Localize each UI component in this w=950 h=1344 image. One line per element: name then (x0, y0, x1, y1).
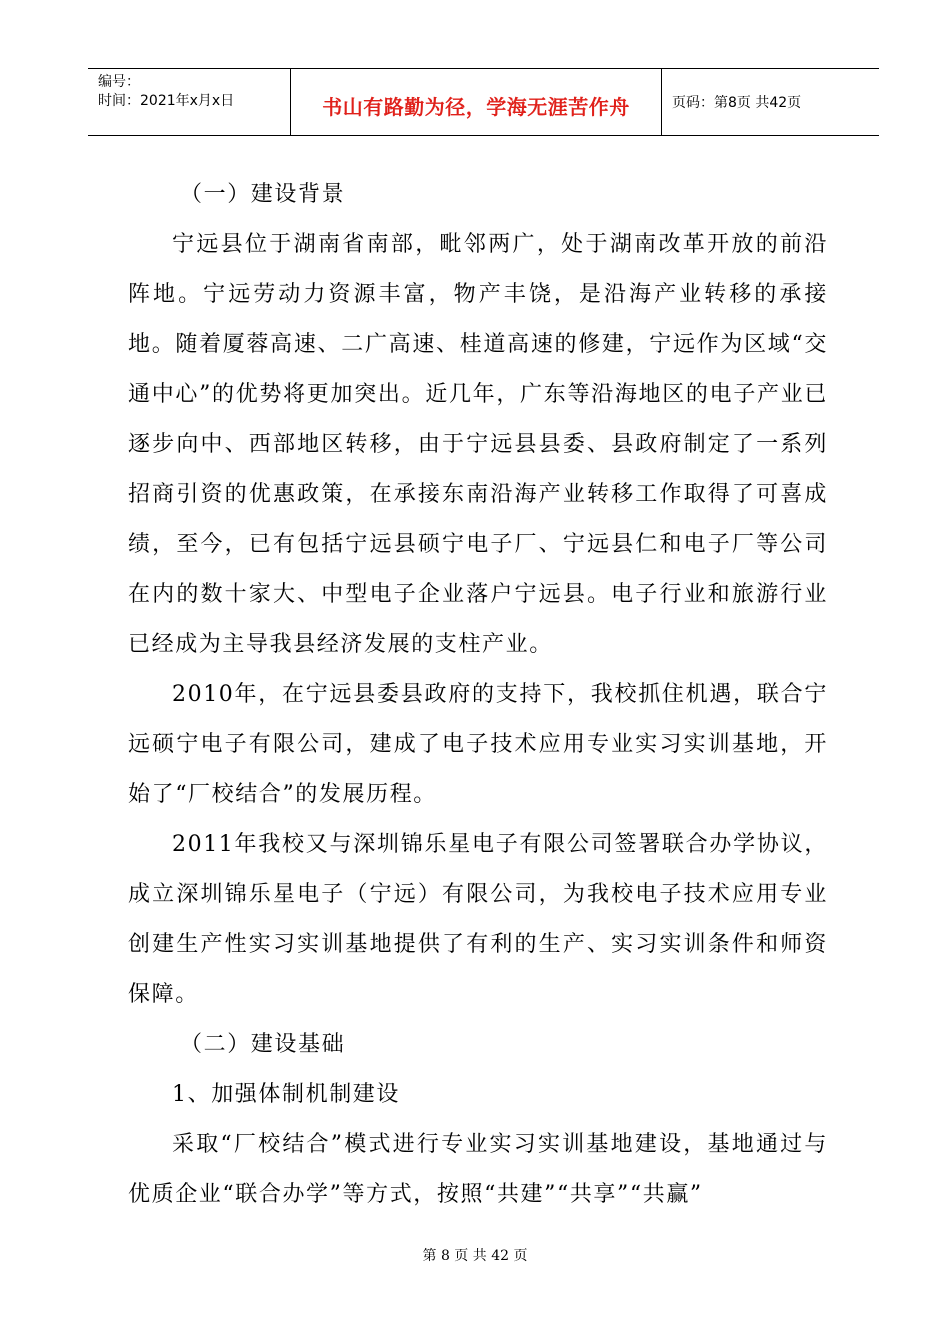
header-page-info: 页码：第8页 共42页 (672, 95, 802, 111)
paragraph-location: 宁远县位于湖南省南部，毗邻两广，处于湖南改革开放的前沿阵地。宁远劳动力资源丰富，物产丰饶，是沿海产业转移的承接地。随着厦蓉高速、二广高速、桂道高速的修建，宁远作为区域“交通中心”的优势将更加突出。近几年，广东等沿海地区的电子产业已逐步向中、西部地区转移，由于宁远县县委、县政府制定了一系列招商引资的优惠政策，在承接东南沿海产业转移工作取得了可喜成绩，至今，已有包括宁远县硕宁电子厂、宁远县仁和电子厂等公司在内的数十家大、中型电子企业落户宁远县。电子行业和旅游行业已经成为主导我县经济发展的支柱产业。 (128, 232, 828, 657)
paragraph-2010: 2010年，在宁远县委县政府的支持下，我校抓住机遇，联合宁远硕宁电子有限公司，建成了电子技术应用专业实习实训基地，开始了“厂校结合”的发展历程。 (128, 682, 828, 807)
section-heading-background: （一）建设背景 (180, 182, 346, 207)
page-footer: 第 8 页 共 42 页 (422, 1248, 528, 1264)
header-page-cell (662, 69, 879, 135)
header-meta-cell (88, 69, 290, 135)
time-label: 时间：2021年x月x日 (98, 93, 235, 109)
header-motto: 书山有路勤为径，学海无涯苦作舟 (322, 95, 630, 119)
page-header (88, 68, 879, 136)
section-heading-foundation: （二）建设基础 (180, 1032, 346, 1057)
serial-number-label: 编号： (98, 74, 140, 90)
document-body (128, 170, 828, 1220)
subsection-heading-mechanism: 1、加强体制机制建设 (172, 1082, 400, 1107)
header-motto-cell (290, 69, 662, 135)
paragraph-2011: 2011年我校又与深圳锦乐星电子有限公司签署联合办学协议，成立深圳锦乐星电子（宁远）有限公司，为我校电子技术应用专业创建生产性实习实训基地提供了有利的生产、实习实训条件和师资保障。 (128, 832, 828, 1007)
paragraph-model: 采取“厂校结合”模式进行专业实习实训基地建设，基地通过与优质企业“联合办学”等方式，按照“共建”“共享”“共赢” (128, 1132, 828, 1207)
